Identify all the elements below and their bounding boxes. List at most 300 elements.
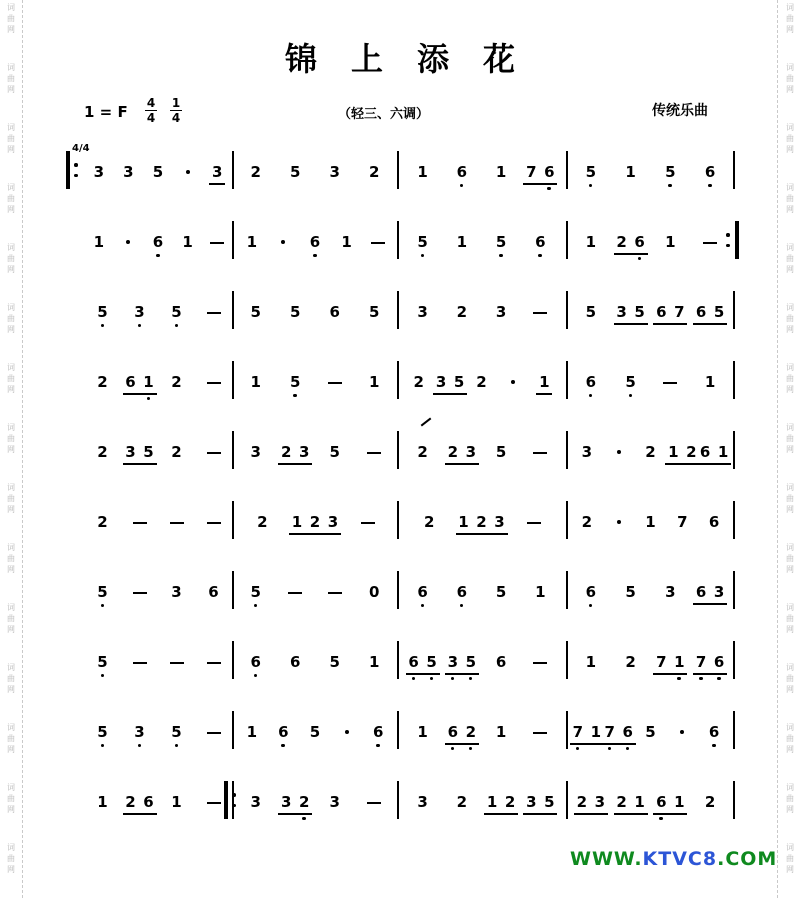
- repeat-bar: [66, 151, 70, 189]
- bar-line: [566, 361, 568, 399]
- beam-underline: [289, 533, 341, 535]
- note: 6: [695, 583, 707, 601]
- sustain-dash: [133, 522, 147, 524]
- score-line: [0, 794, 800, 844]
- note: 5: [495, 583, 507, 601]
- bar-line: [397, 641, 399, 679]
- note: 1: [674, 793, 685, 811]
- bar-line: [733, 431, 735, 469]
- note: 1: [665, 233, 676, 251]
- note: 1: [704, 373, 716, 391]
- note: 2: [616, 793, 627, 811]
- bar-line: [232, 571, 234, 609]
- note: 6: [585, 583, 597, 601]
- sustain-dash: [371, 242, 385, 244]
- note: 6: [372, 723, 384, 741]
- note: 6: [544, 163, 555, 181]
- sustain-dash: [533, 662, 547, 664]
- note: 2: [250, 163, 261, 181]
- note: 1: [182, 233, 193, 251]
- note: 1: [668, 443, 679, 461]
- watermark-text: 词 曲 网: [786, 843, 794, 874]
- note: 5: [329, 443, 340, 461]
- note: 5: [369, 303, 380, 321]
- beam-underline: [693, 603, 727, 605]
- bar-line: [733, 641, 735, 679]
- watermark-text: 词 曲 网: [7, 723, 15, 754]
- note: 5: [544, 793, 555, 811]
- note: 1: [369, 653, 380, 671]
- note: 1: [97, 793, 108, 811]
- note: 0: [369, 583, 380, 601]
- beam-underline: [484, 813, 518, 815]
- augmentation-dot: [617, 520, 621, 524]
- note: 7: [674, 303, 685, 321]
- note: 6: [125, 373, 136, 391]
- note: 2: [423, 513, 435, 531]
- sustain-dash: [207, 802, 221, 804]
- bar-line: [232, 431, 234, 469]
- note: 1: [458, 513, 469, 531]
- watermark-text: 词 曲 网: [786, 483, 794, 514]
- sustain-dash: [703, 242, 717, 244]
- note: 3: [465, 443, 477, 461]
- note: 6: [143, 793, 154, 811]
- sustain-dash: [170, 662, 184, 664]
- watermark-text: 词 曲 网: [786, 183, 794, 214]
- watermark-text: 词 曲 网: [786, 783, 794, 814]
- note: 1: [717, 443, 729, 461]
- note: 2: [309, 513, 321, 531]
- note: 6: [535, 233, 546, 251]
- bar-line: [397, 431, 399, 469]
- note: 6: [456, 583, 468, 601]
- note: 5: [97, 583, 108, 601]
- note: 6: [656, 303, 667, 321]
- score-line: [0, 234, 800, 284]
- note: 3: [594, 793, 606, 811]
- note: 1: [486, 793, 498, 811]
- note: 1: [246, 723, 258, 741]
- bar-line: [397, 711, 399, 749]
- note: 2: [171, 443, 182, 461]
- note: 6: [447, 723, 459, 741]
- augmentation-dot: [186, 170, 190, 174]
- watermark-text: 词 曲 网: [786, 723, 794, 754]
- note: 2: [456, 793, 468, 811]
- beam-underline: [456, 533, 508, 535]
- note: 6: [713, 653, 725, 671]
- note: 3: [495, 303, 507, 321]
- augmentation-dot: [511, 380, 515, 384]
- note: 5: [171, 303, 182, 321]
- watermark-text: 词 曲 网: [7, 123, 15, 154]
- note: 2: [686, 443, 697, 461]
- note: 3: [125, 443, 136, 461]
- note: 6: [585, 373, 597, 391]
- note: 7: [604, 723, 615, 741]
- mode-subtitle: （轻三、六调）: [338, 107, 430, 122]
- note: 1: [291, 513, 303, 531]
- augmentation-dot: [680, 730, 684, 734]
- note: 2: [299, 793, 310, 811]
- watermark-text: 词 曲 网: [7, 183, 15, 214]
- note: 2: [616, 233, 627, 251]
- repeat-bar: [735, 221, 739, 259]
- bar-line: [397, 291, 399, 329]
- bar-line: [232, 291, 234, 329]
- note: 7: [677, 513, 688, 531]
- bar-line: [733, 711, 735, 749]
- watermark-text: 词 曲 网: [786, 663, 794, 694]
- note: 2: [281, 443, 292, 461]
- note: 3: [329, 793, 340, 811]
- bar-line: [397, 221, 399, 259]
- note: 5: [585, 303, 597, 321]
- note: 5: [585, 163, 597, 181]
- note: 3: [713, 583, 725, 601]
- note: 6: [278, 723, 289, 741]
- watermark-text: 词 曲 网: [7, 663, 15, 694]
- bar-line: [733, 781, 735, 819]
- note: 1: [93, 233, 105, 251]
- note: 2: [447, 443, 459, 461]
- bar-line: [566, 221, 568, 259]
- note: 1: [143, 373, 154, 391]
- watermark-text: 词 曲 网: [786, 3, 794, 34]
- note: 2: [171, 373, 182, 391]
- note: 2: [476, 513, 487, 531]
- beam-underline: [278, 813, 312, 815]
- watermark-text: 词 曲 网: [786, 603, 794, 634]
- note: 5: [495, 443, 507, 461]
- augmentation-dot: [345, 730, 349, 734]
- watermark-text: 词 曲 网: [7, 303, 15, 334]
- note: 5: [625, 373, 636, 391]
- note: 3: [327, 513, 339, 531]
- note: 5: [426, 653, 437, 671]
- repeat-bar: [224, 781, 228, 819]
- beam-underline: [614, 813, 648, 815]
- note: 6: [456, 163, 468, 181]
- note: 1: [590, 723, 602, 741]
- bar-line: [397, 151, 399, 189]
- note: 1: [250, 373, 261, 391]
- note: 2: [417, 443, 428, 461]
- sustain-dash: [133, 662, 147, 664]
- note: 3: [494, 513, 505, 531]
- note: 3: [134, 303, 145, 321]
- note: 2: [645, 443, 656, 461]
- beam-underline: [693, 673, 727, 675]
- note: 6: [152, 233, 164, 251]
- bar-line: [733, 361, 735, 399]
- beam-underline: [697, 463, 731, 465]
- note: 3: [250, 793, 261, 811]
- bar-line: [733, 151, 735, 189]
- note: 2: [369, 163, 380, 181]
- note: 3: [581, 443, 593, 461]
- watermark-text: 词 曲 网: [7, 483, 15, 514]
- sustain-dash: [533, 312, 547, 314]
- note: 1: [625, 163, 636, 181]
- note: 6: [309, 233, 321, 251]
- sustain-dash: [207, 312, 221, 314]
- note: 6: [329, 303, 340, 321]
- beam-underline: [209, 183, 225, 185]
- augmentation-dot: [126, 240, 130, 244]
- note: 3: [447, 653, 459, 671]
- note: 1: [341, 233, 352, 251]
- note: 1: [495, 163, 507, 181]
- augmentation-dot: [281, 240, 285, 244]
- note: 2: [97, 373, 108, 391]
- note: 1: [456, 233, 468, 251]
- note: 2: [257, 513, 268, 531]
- bar-line: [232, 711, 234, 749]
- beam-underline: [523, 813, 557, 815]
- beam-underline: [433, 393, 467, 395]
- note: 5: [495, 233, 507, 251]
- beam-underline: [574, 813, 608, 815]
- note: 6: [622, 723, 633, 741]
- note: 2: [476, 373, 487, 391]
- watermark-text: 词 曲 网: [7, 423, 15, 454]
- watermark-text: 词 曲 网: [786, 543, 794, 574]
- note: 5: [453, 373, 465, 391]
- note: 3: [329, 163, 340, 181]
- watermark-text: 词 曲 网: [786, 423, 794, 454]
- note: 6: [708, 513, 720, 531]
- note: 2: [97, 513, 108, 531]
- note: 2: [704, 793, 716, 811]
- sustain-dash: [210, 242, 224, 244]
- note: 5: [417, 233, 428, 251]
- beam-underline: [445, 463, 479, 465]
- score-line: [0, 374, 800, 424]
- note: 5: [645, 723, 656, 741]
- augmentation-dot: [617, 450, 621, 454]
- note: 2: [581, 513, 593, 531]
- note: 5: [97, 653, 108, 671]
- sustain-dash: [207, 452, 221, 454]
- watermark-text: 词 曲 网: [786, 243, 794, 274]
- note: 1: [585, 233, 597, 251]
- note: 5: [250, 583, 261, 601]
- bar-line: [397, 571, 399, 609]
- note: 5: [465, 653, 477, 671]
- repeat-dots: [74, 163, 78, 184]
- time-signature-4-4: $\frac{4}{4}$: [146, 96, 156, 125]
- sustain-dash: [527, 522, 541, 524]
- bar-line: [397, 361, 399, 399]
- note: 2: [125, 793, 136, 811]
- note: 1: [585, 653, 597, 671]
- beam-underline: [665, 463, 699, 465]
- note: 7: [526, 163, 537, 181]
- bar-line: [232, 501, 234, 539]
- note: 6: [495, 653, 507, 671]
- bar-line: [733, 571, 735, 609]
- note: 1: [535, 583, 546, 601]
- note: 3: [299, 443, 310, 461]
- beam-underline: [693, 323, 727, 325]
- bar-line: [232, 641, 234, 679]
- note: 5: [143, 443, 154, 461]
- beam-underline: [602, 743, 636, 745]
- note: 1: [539, 373, 550, 391]
- note: 6: [408, 653, 419, 671]
- note: 3: [93, 163, 105, 181]
- bar-line: [232, 221, 234, 259]
- note: 5: [290, 373, 301, 391]
- bar-line: [733, 291, 735, 329]
- watermark-text: 词 曲 网: [786, 303, 794, 334]
- note: 5: [250, 303, 261, 321]
- note: 2: [456, 303, 468, 321]
- note: 6: [699, 443, 711, 461]
- bar-line: [397, 501, 399, 539]
- note: 3: [171, 583, 182, 601]
- note: 2: [625, 653, 636, 671]
- note: 5: [713, 303, 725, 321]
- note: 7: [572, 723, 584, 741]
- note: 5: [290, 163, 301, 181]
- note: 3: [134, 723, 145, 741]
- sustain-dash: [207, 382, 221, 384]
- note: 5: [171, 723, 182, 741]
- note: 1: [634, 793, 645, 811]
- bar-line: [733, 501, 735, 539]
- watermark-text: 词 曲 网: [786, 363, 794, 394]
- note: 1: [417, 723, 428, 741]
- sustain-dash: [367, 452, 381, 454]
- watermark-text: 词 曲 网: [7, 603, 15, 634]
- note: 5: [625, 583, 636, 601]
- note: 6: [656, 793, 667, 811]
- note: 2: [97, 443, 108, 461]
- note: 5: [97, 303, 108, 321]
- note: 1: [171, 793, 182, 811]
- note: 3: [417, 793, 428, 811]
- watermark-text: 词 曲 网: [786, 123, 794, 154]
- note: 1: [495, 723, 507, 741]
- note: 2: [504, 793, 516, 811]
- note: 5: [634, 303, 645, 321]
- watermark-text: 词 曲 网: [786, 63, 794, 94]
- watermark-text: 词 曲 网: [7, 63, 15, 94]
- composer-label: 传统乐曲: [652, 103, 708, 119]
- beam-underline: [614, 323, 648, 325]
- sustain-dash: [170, 522, 184, 524]
- time-signature-1-4: $\frac{1}{4}$: [171, 96, 181, 125]
- note: 7: [695, 653, 707, 671]
- note: 6: [634, 233, 645, 251]
- note: 1: [645, 513, 656, 531]
- note: 6: [208, 583, 219, 601]
- note: 1: [417, 163, 428, 181]
- song-title: 锦上添花: [284, 40, 549, 78]
- note: 2: [413, 373, 424, 391]
- note: 1: [246, 233, 258, 251]
- bar-line: [232, 151, 234, 189]
- note: 3: [665, 583, 676, 601]
- beam-underline: [614, 253, 648, 255]
- bar-line: [397, 781, 399, 819]
- beam-underline: [406, 673, 440, 675]
- sustain-dash: [533, 732, 547, 734]
- beam-underline: [570, 743, 604, 745]
- sustain-dash: [361, 522, 375, 524]
- watermark-text: 词 曲 网: [7, 363, 15, 394]
- bar-line: [566, 431, 568, 469]
- repeat-dots: [726, 233, 730, 254]
- bar-line: [566, 501, 568, 539]
- note: 5: [152, 163, 164, 181]
- sustain-dash: [367, 802, 381, 804]
- note: 2: [576, 793, 588, 811]
- score-line: [0, 654, 800, 704]
- bar-line: [566, 571, 568, 609]
- sustain-dash: [207, 732, 221, 734]
- beam-underline: [278, 463, 312, 465]
- score-line: [0, 724, 800, 774]
- note: 6: [704, 163, 716, 181]
- score-line: [0, 304, 800, 354]
- beam-underline: [653, 813, 687, 815]
- site-watermark: WWW.KTVC8.COM: [570, 848, 778, 870]
- note: 3: [435, 373, 447, 391]
- note: 7: [656, 653, 667, 671]
- beam-underline: [523, 183, 557, 185]
- beam-underline: [536, 393, 552, 395]
- sustain-dash: [533, 452, 547, 454]
- watermark-text: 词 曲 网: [7, 3, 15, 34]
- bar-line: [566, 151, 568, 189]
- note: 5: [290, 303, 301, 321]
- score-line: [0, 514, 800, 564]
- note: 5: [97, 723, 108, 741]
- note: 3: [526, 793, 537, 811]
- sustain-dash: [207, 522, 221, 524]
- bar-line: [232, 361, 234, 399]
- beam-underline: [123, 393, 157, 395]
- note: 6: [417, 583, 428, 601]
- note: 6: [695, 303, 707, 321]
- note: 3: [616, 303, 627, 321]
- beam-underline: [445, 673, 479, 675]
- sustain-dash: [133, 592, 147, 594]
- score-line: [0, 164, 800, 214]
- note: 6: [708, 723, 720, 741]
- note: 1: [369, 373, 380, 391]
- bar-line: [566, 641, 568, 679]
- note: 2: [465, 723, 477, 741]
- beam-underline: [653, 323, 687, 325]
- bar-line: [566, 781, 568, 819]
- sustain-dash: [288, 592, 302, 594]
- score-line: [0, 584, 800, 634]
- score-line: [0, 444, 800, 494]
- key-signature: 1 = F: [84, 103, 128, 121]
- note: 3: [250, 443, 261, 461]
- note: 5: [329, 653, 340, 671]
- sustain-dash: [328, 382, 342, 384]
- watermark-text: 词 曲 网: [7, 243, 15, 274]
- note: 3: [123, 163, 134, 181]
- note: 3: [281, 793, 292, 811]
- note: 3: [211, 163, 223, 181]
